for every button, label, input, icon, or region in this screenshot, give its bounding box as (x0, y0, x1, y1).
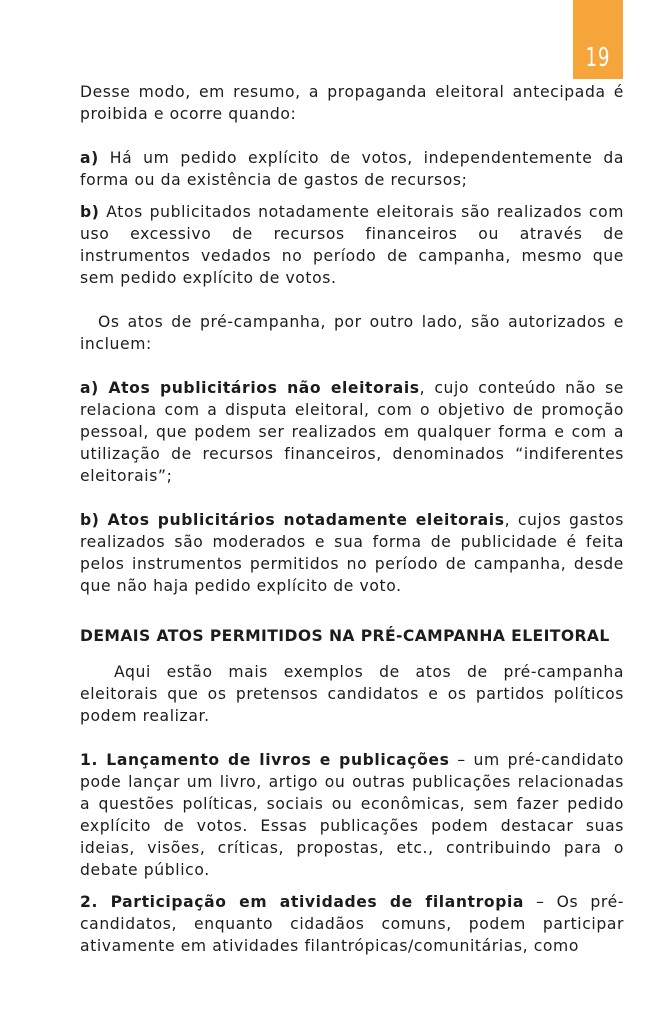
section-item-2 (80, 891, 624, 957)
section-intro-paragraph: Aqui estão mais exemplos de atos de pré-campanha eleitorais que os pretensos candidatos e os partidos políticos podem realizar. (80, 663, 624, 725)
page-content (80, 81, 624, 957)
prohibited-item-b (80, 201, 624, 289)
allowed-item-a-text: , cujo conteúdo não se relaciona com a disputa eleitoral, com o objetivo de promoção pessoal, que podem ser realizados em qualquer forma e com a utilização de recursos financeiros, denominados “indiferentes eleitorais”; (80, 379, 624, 485)
prohibited-item-b-marker: b) (80, 203, 100, 221)
precampaign-intro-paragraph: Os atos de pré-campanha, por outro lado, são autorizados e incluem: (80, 313, 624, 353)
section-item-1-text: – um pré-candidato pode lançar um livro, artigo ou outras publicações relacionadas a questões políticas, sociais ou econômicas, sem fazer pedido explícito de votos. Essas publicações podem destacar suas ideias, visões, críticas, propostas, etc., contribuindo para o debate público. (80, 751, 624, 879)
section-item-1-title: 1. Lançamento de livros e publicações (80, 751, 450, 769)
section-heading: DEMAIS ATOS PERMITIDOS NA PRÉ-CAMPANHA ELEITORAL (80, 627, 610, 645)
page-number-tab (573, 0, 623, 79)
allowed-item-a-title: a) Atos publicitários não eleitorais (80, 379, 420, 397)
page-number: 19 (585, 43, 611, 73)
prohibited-item-b-text: Atos publicitados notadamente eleitorais são realizados com uso excessivo de recursos financeiros ou através de instrumentos vedados no período de campanha, mesmo que sem pedido explícito de votos. (80, 203, 624, 287)
section-item-2-title: 2. Participação em atividades de filantropia (80, 893, 525, 911)
allowed-item-b-title: b) Atos publicitários notadamente eleitorais (80, 511, 505, 529)
allowed-item-a (80, 377, 624, 487)
intro-paragraph: Desse modo, em resumo, a propaganda eleitoral antecipada é proibida e ocorre quando: (80, 83, 624, 123)
prohibited-item-a-marker: a) (80, 149, 99, 167)
section-item-2-text: – Os pré-candidatos, enquanto cidadãos comuns, podem participar ativamente em atividades filantrópicas/comunitárias, como (80, 893, 624, 955)
prohibited-item-a-text: Há um pedido explícito de votos, independentemente da forma ou da existência de gastos de recursos; (80, 149, 624, 189)
allowed-item-b-text: , cujos gastos realizados são moderados e sua forma de publicidade é feita pelos instrumentos permitidos no período de campanha, desde que não haja pedido explícito de voto. (80, 511, 624, 595)
allowed-item-b (80, 509, 624, 597)
prohibited-item-a (80, 147, 624, 191)
section-item-1 (80, 749, 624, 881)
